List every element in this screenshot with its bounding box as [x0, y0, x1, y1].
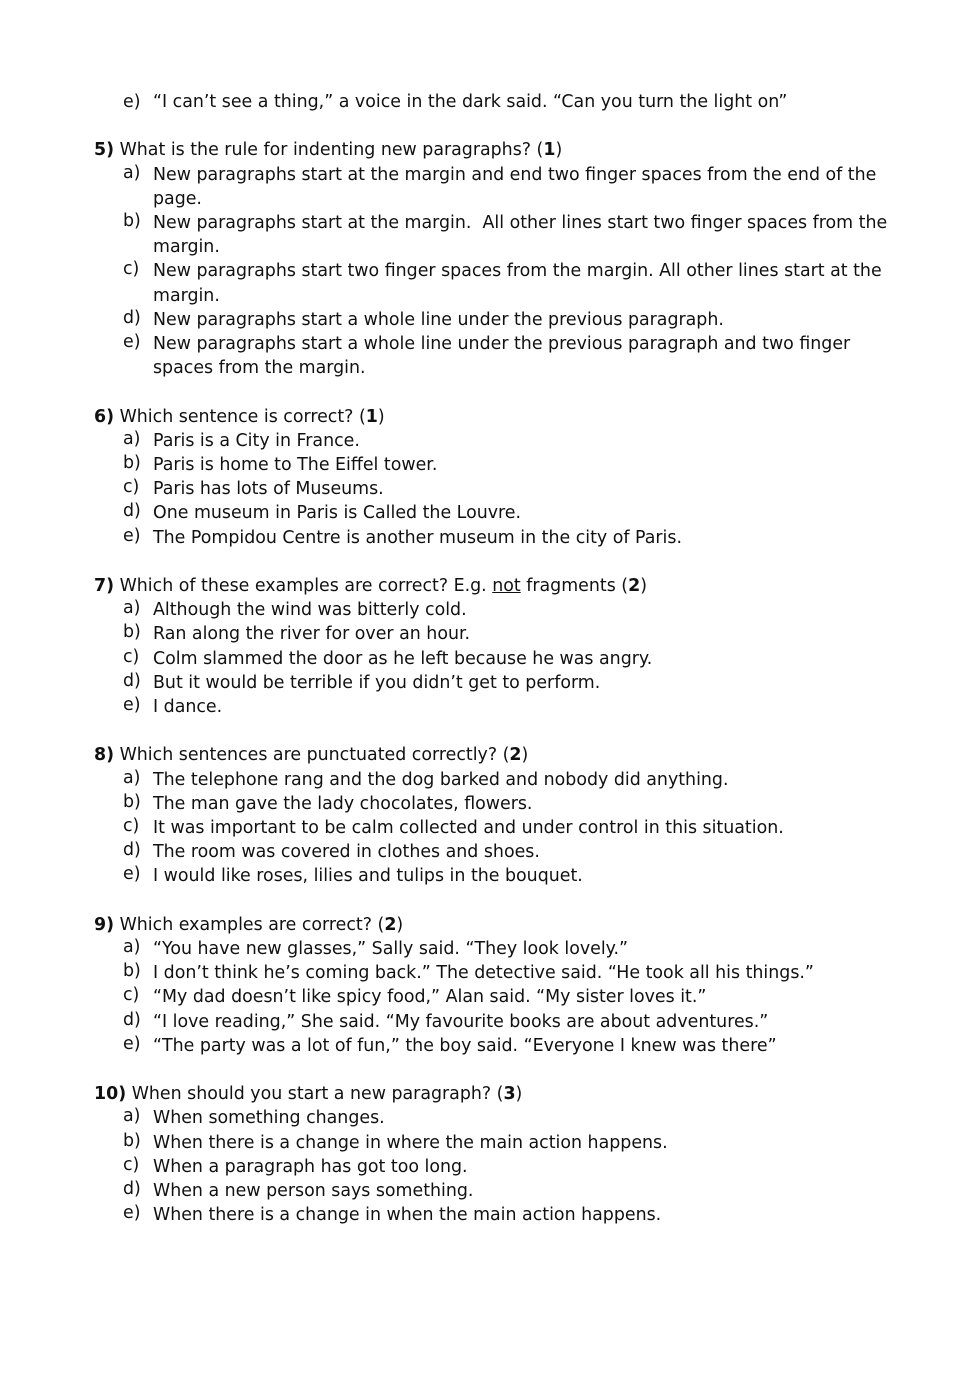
option-text: I dance. [153, 697, 223, 718]
question-8-option-b [0, 792, 978, 816]
option-letter: e) [123, 332, 141, 353]
question-marks: (3) [496, 1084, 523, 1105]
option-letter: a) [123, 428, 141, 449]
option-letter: e) [123, 1203, 141, 1224]
option-text: New paragraphs start a whole line under the previous paragraph. [153, 309, 724, 330]
question-number: 6) [94, 406, 115, 427]
option-letter: d) [123, 840, 141, 861]
question-prompt: What is the rule for indenting new paragraphs? [119, 140, 531, 161]
question-7-option-d [0, 671, 978, 695]
option-letter: b) [123, 961, 141, 982]
question-8-option-d [0, 840, 978, 864]
question-prompt-end: fragments [526, 576, 616, 597]
option-letter: c) [123, 1154, 140, 1175]
option-letter: c) [123, 646, 140, 667]
question-10-option-e [0, 1203, 978, 1227]
question-9-option-b [0, 961, 978, 985]
question-prompt: When should you start a new paragraph? [131, 1084, 492, 1105]
question-5-option-c [0, 259, 978, 307]
option-text: When something changes. [153, 1108, 385, 1129]
option-text: I would like roses, lilies and tulips in the bouquet. [153, 866, 583, 887]
question-6-option-c [0, 477, 978, 501]
option-text: New paragraphs start two finger spaces from the margin. All other lines start at the margin. [153, 261, 882, 306]
option-letter: e) [123, 864, 141, 885]
question-6-option-e [0, 526, 978, 550]
question-number: 9) [94, 914, 115, 935]
question-number: 7) [94, 576, 115, 597]
question-10-heading [0, 1082, 978, 1106]
question-7-heading [0, 574, 978, 598]
option-letter: d) [123, 1009, 141, 1030]
option-letter: c) [123, 477, 140, 498]
question-8-heading [0, 743, 978, 767]
question-5-heading [0, 138, 978, 162]
question-prompt-start: Which of these examples are correct? E.g. [119, 576, 487, 597]
question-5-option-e [0, 332, 978, 380]
question-9-option-c [0, 985, 978, 1009]
option-letter: e) [123, 92, 141, 112]
question-number: 5) [94, 140, 115, 161]
option-text: But it would be terrible if you didn’t get to perform. [153, 672, 601, 693]
question-prompt: Which examples are correct? [119, 914, 372, 935]
option-text: “My dad doesn’t like spicy food,” Alan said. “My sister loves it.” [153, 987, 707, 1008]
question-7-option-e [0, 695, 978, 719]
option-letter: b) [123, 453, 141, 474]
option-text: Colm slammed the door as he left because he was angry. [153, 648, 653, 669]
option-letter: d) [123, 1179, 141, 1200]
option-letter: b) [123, 622, 141, 643]
option-letter: d) [123, 307, 141, 328]
carryover-option [0, 90, 978, 114]
question-6-option-d [0, 501, 978, 525]
question-10-option-c [0, 1155, 978, 1179]
option-letter: a) [123, 937, 141, 958]
question-5-option-d [0, 308, 978, 332]
option-letter: b) [123, 791, 141, 812]
question-10-option-d [0, 1179, 978, 1203]
option-text: One museum in Paris is Called the Louvre. [153, 503, 522, 524]
option-text: Paris is home to The Eiffel tower. [153, 455, 438, 476]
option-text: When there is a change in where the main action happens. [153, 1132, 668, 1153]
question-9-option-a [0, 937, 978, 961]
option-letter: a) [123, 1106, 141, 1127]
question-prompt: Which sentence is correct? [119, 406, 354, 427]
option-letter: d) [123, 501, 141, 522]
option-letter: b) [123, 211, 141, 231]
option-text: “The party was a lot of fun,” the boy said. “Everyone I knew was there” [153, 1035, 777, 1056]
option-letter: c) [123, 259, 140, 280]
option-text: Paris has lots of Museums. [153, 479, 384, 500]
question-7-option-b [0, 622, 978, 646]
option-letter: b) [123, 1130, 141, 1151]
option-text: “I can’t see a thing,” a voice in the dark said. “Can you turn the light on” [153, 92, 788, 112]
option-text: Ran along the river for over an hour. [153, 624, 471, 645]
option-letter: a) [123, 598, 141, 619]
option-text: It was important to be calm collected and under control in this situation. [153, 818, 784, 839]
question-9-option-e [0, 1034, 978, 1058]
question-10-option-b [0, 1131, 978, 1155]
question-marks: (2) [621, 576, 647, 597]
option-letter: a) [123, 162, 141, 183]
question-8-option-e [0, 864, 978, 888]
option-text: When a new person says something. [153, 1181, 474, 1202]
question-marks: (2) [502, 745, 529, 766]
question-7-option-c [0, 647, 978, 671]
option-text: The Pompidou Centre is another museum in the city of Paris. [153, 527, 682, 548]
question-5-option-a [0, 163, 978, 211]
option-letter: e) [123, 695, 141, 716]
option-text: The telephone rang and the dog barked and nobody did anything. [153, 769, 729, 790]
question-6-heading [0, 405, 978, 429]
question-prompt: Which sentences are punctuated correctly? [119, 745, 498, 766]
question-7-option-a [0, 598, 978, 622]
option-letter: d) [123, 670, 141, 691]
option-text: The room was covered in clothes and shoes. [153, 842, 540, 863]
question-marks: (1) [536, 140, 563, 161]
option-text: “I love reading,” She said. “My favourite books are about adventures.” [153, 1011, 769, 1032]
question-9-heading [0, 913, 978, 937]
option-letter: c) [123, 985, 140, 1006]
question-8-option-a [0, 768, 978, 792]
option-text: When a paragraph has got too long. [153, 1156, 468, 1177]
question-8-option-c [0, 816, 978, 840]
question-marks: (1) [358, 406, 385, 427]
option-text: New paragraphs start at the margin and end two finger spaces from the end of the page. [153, 164, 877, 209]
question-prompt-underlined: not [492, 576, 521, 597]
option-letter: c) [123, 816, 140, 837]
question-6-option-b [0, 453, 978, 477]
option-text: Although the wind was bitterly cold. [153, 600, 467, 621]
option-letter: a) [123, 767, 141, 788]
option-text: When there is a change in when the main action happens. [153, 1205, 662, 1226]
option-letter: e) [123, 1033, 141, 1054]
option-letter: e) [123, 525, 141, 546]
option-text: New paragraphs start at the margin. All other lines start two finger spaces from the margin. [153, 213, 893, 258]
question-marks: (2) [377, 914, 404, 935]
question-10-option-a [0, 1106, 978, 1130]
option-text: New paragraphs start a whole line under the previous paragraph and two finger spaces from the margin. [153, 334, 851, 379]
question-9-option-d [0, 1010, 978, 1034]
option-text: Paris is a City in France. [153, 430, 360, 451]
question-6-option-a [0, 429, 978, 453]
option-text: The man gave the lady chocolates, flowers. [153, 793, 533, 814]
question-5-option-b [0, 211, 978, 259]
question-number: 10) [94, 1084, 127, 1105]
worksheet-page [0, 90, 978, 1227]
option-text: I don’t think he’s coming back.” The detective said. “He took all his things.” [153, 963, 814, 984]
question-number: 8) [94, 745, 115, 766]
option-text: “You have new glasses,” Sally said. “They look lovely.” [153, 939, 629, 960]
